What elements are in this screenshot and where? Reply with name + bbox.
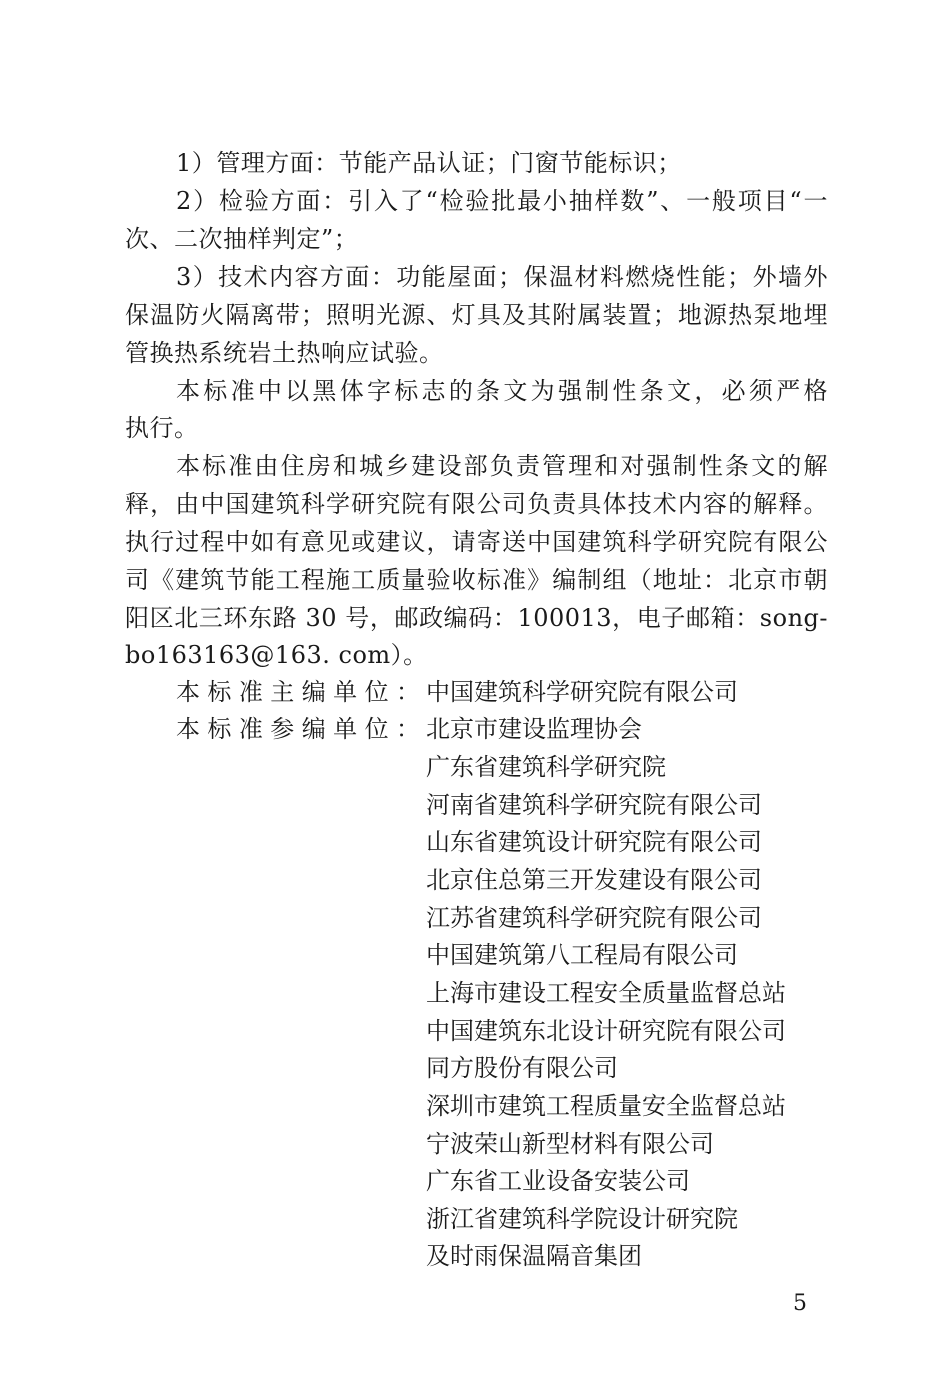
text-line: 3）技术内容方面：功能屋面；保温材料燃烧性能；外墙外 xyxy=(176,263,828,291)
participant-unit: 深圳市建筑工程质量安全监督总站 xyxy=(426,1092,786,1120)
participant-unit: 山东省建筑设计研究院有限公司 xyxy=(426,828,762,856)
text-line: 本标准由住房和城乡建设部负责管理和对强制性条文的解 xyxy=(176,452,828,480)
participant-unit: 中国建筑第八工程局有限公司 xyxy=(426,941,738,969)
participant-unit: 北京市建设监理协会 xyxy=(426,715,642,743)
participant-unit: 广东省建筑科学研究院 xyxy=(426,753,666,781)
participant-unit: 同方股份有限公司 xyxy=(426,1054,618,1082)
text-line: 保温防火隔离带；照明光源、灯具及其附属装置；地源热泵地埋 xyxy=(125,301,828,329)
text-line: bo163163@163. com）。 xyxy=(125,641,428,669)
participant-unit: 河南省建筑科学研究院有限公司 xyxy=(426,791,762,819)
text-line: 执行。 xyxy=(125,414,199,442)
text-line: 执行过程中如有意见或建议，请寄送中国建筑科学研究院有限公 xyxy=(125,528,828,556)
participant-unit: 中国建筑东北设计研究院有限公司 xyxy=(426,1017,786,1045)
text-line: 阳区北三环东路 30 号，邮政编码：100013，电子邮箱：song- xyxy=(125,604,828,632)
participant-unit: 浙江省建筑科学院设计研究院 xyxy=(426,1205,738,1233)
text-line: 次、二次抽样判定”； xyxy=(125,225,359,253)
text-line: 管换热系统岩土热响应试验。 xyxy=(125,339,444,367)
text-line: 释，由中国建筑科学研究院有限公司负责具体技术内容的解释。 xyxy=(125,490,828,518)
page-number: 5 xyxy=(793,1291,807,1316)
text-line: 2）检验方面：引入了“检验批最小抽样数”、一般项目“一 xyxy=(176,187,828,215)
participant-unit: 北京住总第三开发建设有限公司 xyxy=(426,866,762,894)
participant-unit: 广东省工业设备安装公司 xyxy=(426,1167,690,1195)
chief-editor-unit: 中国建筑科学研究院有限公司 xyxy=(426,678,738,706)
participant-unit: 宁波荣山新型材料有限公司 xyxy=(426,1130,714,1158)
text-line: 司《建筑节能工程施工质量验收标准》编制组（地址：北京市朝 xyxy=(125,566,828,594)
participant-unit: 上海市建设工程安全质量监督总站 xyxy=(426,979,786,1007)
participant-label: 本标准参编单位： xyxy=(176,715,420,743)
participant-unit: 江苏省建筑科学研究院有限公司 xyxy=(426,904,762,932)
text-line: 1）管理方面：节能产品认证；门窗节能标识； xyxy=(176,149,682,177)
participant-unit: 及时雨保温隔音集团 xyxy=(426,1242,642,1270)
text-line: 本标准中以黑体字标志的条文为强制性条文，必须严格 xyxy=(176,377,828,405)
chief-editor-label: 本标准主编单位： xyxy=(176,678,420,706)
